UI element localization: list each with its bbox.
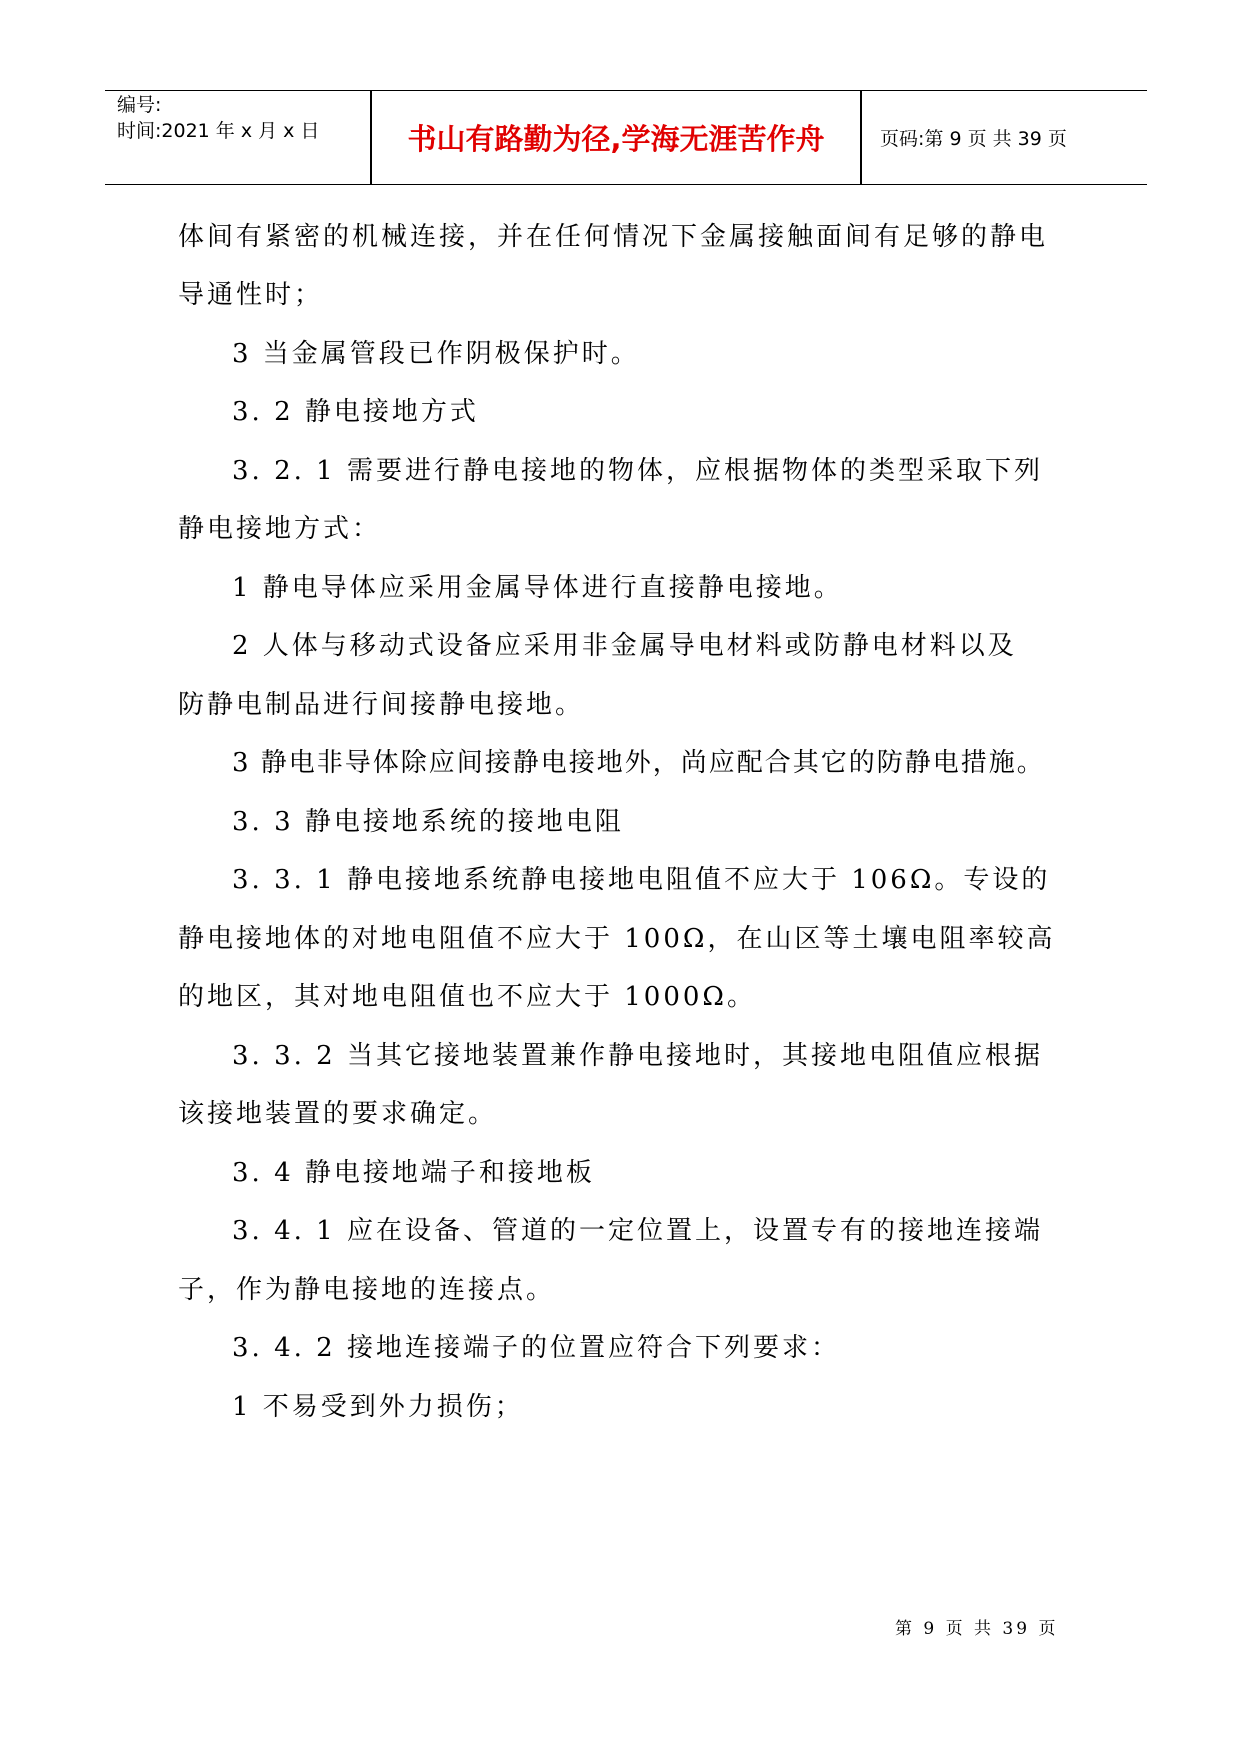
paragraph-line: 导通性时； [178,280,324,310]
paragraph-line: 3. 3. 2 当其它接地装置兼作静电接地时，其接地电阻值应根据 [232,1041,1043,1071]
page-footer: 第 9 页 共 39 页 [895,1619,1059,1639]
header-page-code: 页码:第 9 页 共 39 页 [880,128,1067,150]
paragraph-line: 2 人体与移动式设备应采用非金属导电材料或防静电材料以及 [232,631,1017,661]
document-number-label: 编号: [117,94,162,116]
paragraph-line: 子，作为静电接地的连接点。 [178,1275,556,1305]
section-heading: 3. 3 静电接地系统的接地电阻 [232,807,624,837]
paragraph-line: 体间有紧密的机械连接，并在任何情况下金属接触面间有足够的静电 [178,222,1049,252]
section-heading: 3. 2 静电接地方式 [232,397,479,427]
paragraph-line: 1 静电导体应采用金属导体进行直接静电接地。 [232,573,843,603]
paragraph-line: 3 当金属管段已作阴极保护时。 [232,339,640,369]
paragraph-line: 的地区，其对地电阻值也不应大于 1000Ω。 [178,982,756,1012]
header-motto: 书山有路勤为径,学海无涯苦作舟 [407,122,825,156]
page-header [105,90,1147,185]
paragraph-line: 1 不易受到外力损伤； [232,1392,524,1422]
paragraph-line: 静电接地体的对地电阻值不应大于 100Ω，在山区等土壤电阻率较高 [178,924,1056,954]
header-left-cell [117,91,367,184]
paragraph-line: 静电接地方式： [178,514,382,544]
paragraph-line: 该接地装置的要求确定。 [178,1099,498,1129]
paragraph-line: 3. 4. 2 接地连接端子的位置应符合下列要求： [232,1333,840,1363]
document-time-label: 时间:2021 年 x 月 x 日 [117,120,320,142]
paragraph-line: 3. 2. 1 需要进行静电接地的物体，应根据物体的类型采取下列 [232,456,1043,486]
paragraph-line: 3. 4. 1 应在设备、管道的一定位置上，设置专有的接地连接端 [232,1216,1043,1246]
section-heading: 3. 4 静电接地端子和接地板 [232,1158,595,1188]
paragraph-line: 3 静电非导体除应间接静电接地外，尚应配合其它的防静电措施。 [232,748,1045,778]
paragraph-line: 3. 3. 1 静电接地系统静电接地电阻值不应大于 106Ω。专设的 [232,865,1051,895]
paragraph-line: 防静电制品进行间接静电接地。 [178,690,585,720]
